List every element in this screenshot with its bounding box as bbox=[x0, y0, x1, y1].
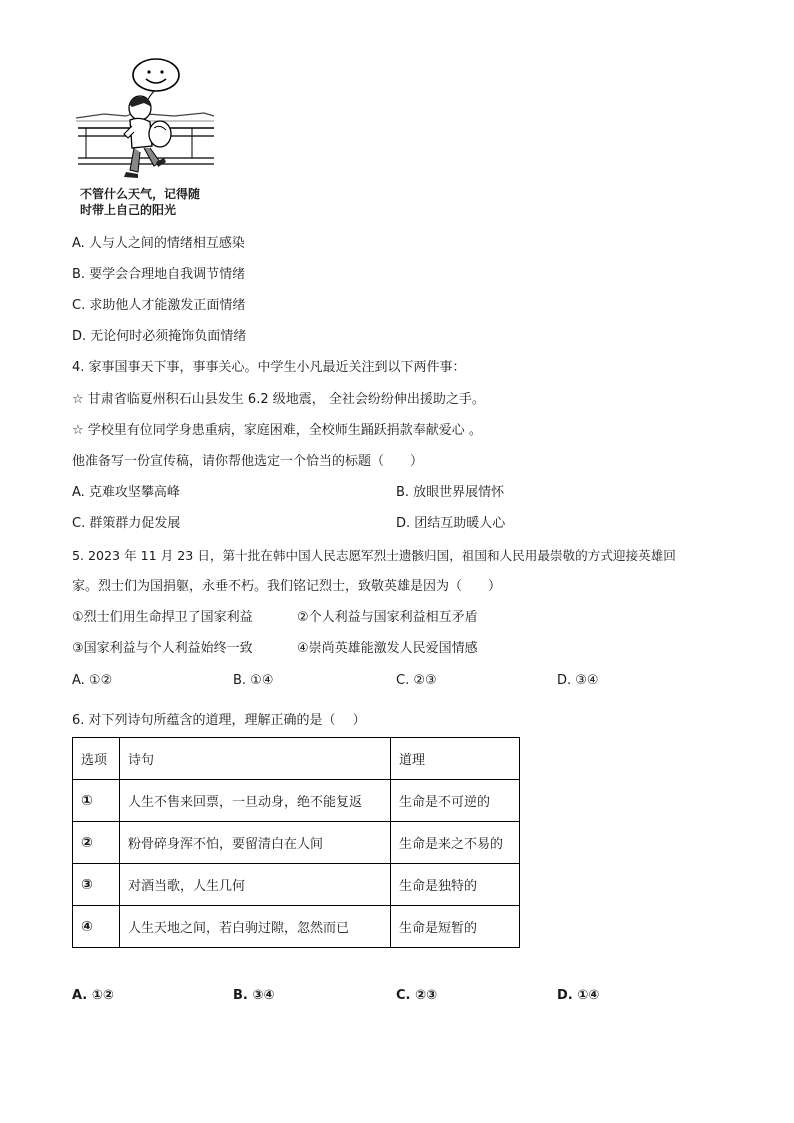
q6-option-d: D. ①④ bbox=[557, 988, 600, 1003]
q5-statement-3: ③国家利益与个人利益始终一致 bbox=[72, 641, 253, 656]
q4-item-2: ☆ 学校里有位同学身患重病，家庭困难，全校师生踊跃捐款奉献爱心 。 bbox=[72, 423, 482, 438]
row-label: ② bbox=[73, 822, 120, 864]
row-principle: 生命是不可逆的 bbox=[391, 780, 520, 822]
row-poem: 人生天地之间，若白驹过隙，忽然而已 bbox=[120, 906, 391, 948]
q4-prompt: 他准备写一份宣传稿，请你帮他选定一个恰当的标题（ ） bbox=[72, 454, 424, 469]
table-row bbox=[73, 780, 520, 822]
q5-statement-2: ②个人利益与国家利益相互矛盾 bbox=[297, 610, 478, 625]
poem-table bbox=[72, 737, 520, 948]
q6-option-b: B. ③④ bbox=[233, 988, 275, 1003]
q3-option-d: D. 无论何时必须掩饰负面情绪 bbox=[72, 329, 247, 344]
row-poem: 粉骨碎身浑不怕，要留清白在人间 bbox=[120, 822, 391, 864]
q6-option-a: A. ①② bbox=[72, 988, 114, 1003]
q4-option-c: C. 群策群力促发展 bbox=[72, 516, 181, 531]
row-principle: 生命是来之不易的 bbox=[391, 822, 520, 864]
q5-option-c: C. ②③ bbox=[396, 673, 437, 688]
header-option: 选项 bbox=[73, 738, 120, 780]
row-label: ① bbox=[73, 780, 120, 822]
q6-option-c: C. ②③ bbox=[396, 988, 438, 1003]
q4-option-a: A. 克难攻坚攀高峰 bbox=[72, 485, 180, 500]
caption-line-2: 时带上自己的阳光 bbox=[80, 203, 177, 217]
q5-option-a: A. ①② bbox=[72, 673, 113, 688]
q5-stem-line-2: 家。烈士们为国捐躯，永垂不朽。我们铭记烈士，致敬英雄是因为（ ） bbox=[72, 579, 502, 594]
row-label: ④ bbox=[73, 906, 120, 948]
row-principle: 生命是短暂的 bbox=[391, 906, 520, 948]
q3-option-b: B. 要学会合理地自我调节情绪 bbox=[72, 267, 246, 282]
q5-option-d: D. ③④ bbox=[557, 673, 599, 688]
q4-item-1: ☆ 甘肃省临夏州积石山县发生 6.2 级地震， 全社会纷纷伸出援助之手。 bbox=[72, 392, 485, 407]
table-header-row bbox=[73, 738, 520, 780]
table-row bbox=[73, 906, 520, 948]
row-poem: 对酒当歌，人生几何 bbox=[120, 864, 391, 906]
cartoon-drawing bbox=[74, 58, 216, 188]
q5-statement-4: ④崇尚英雄能激发人民爱国情感 bbox=[297, 641, 478, 656]
q3-option-c: C. 求助他人才能激发正面情绪 bbox=[72, 298, 246, 313]
row-principle: 生命是独特的 bbox=[391, 864, 520, 906]
cartoon-caption bbox=[80, 186, 200, 218]
q5-stem-line-1: 5. 2023 年 11 月 23 日，第十批在韩中国人民志愿军烈士遗骸归国，祖国和人民用最崇敬的方式迎接英雄回 bbox=[72, 548, 676, 563]
caption-line-1: 不管什么天气，记得随 bbox=[80, 187, 201, 201]
header-poem: 诗句 bbox=[120, 738, 391, 780]
q4-stem: 4. 家事国事天下事，事事关心。中学生小凡最近关注到以下两件事： bbox=[72, 360, 466, 375]
q6-stem: 6. 对下列诗句所蕴含的道理，理解正确的是（ ） bbox=[72, 713, 366, 728]
q4-option-d: D. 团结互助暖人心 bbox=[396, 516, 506, 531]
header-principle: 道理 bbox=[391, 738, 520, 780]
q3-option-a: A. 人与人之间的情绪相互感染 bbox=[72, 236, 245, 251]
row-label: ③ bbox=[73, 864, 120, 906]
row-poem: 人生不售来回票，一旦动身，绝不能复返 bbox=[120, 780, 391, 822]
q5-statement-1: ①烈士们用生命捍卫了国家利益 bbox=[72, 610, 253, 625]
table-row bbox=[73, 822, 520, 864]
q4-option-b: B. 放眼世界展情怀 bbox=[396, 485, 505, 500]
table-row bbox=[73, 864, 520, 906]
q5-option-b: B. ①④ bbox=[233, 673, 274, 688]
